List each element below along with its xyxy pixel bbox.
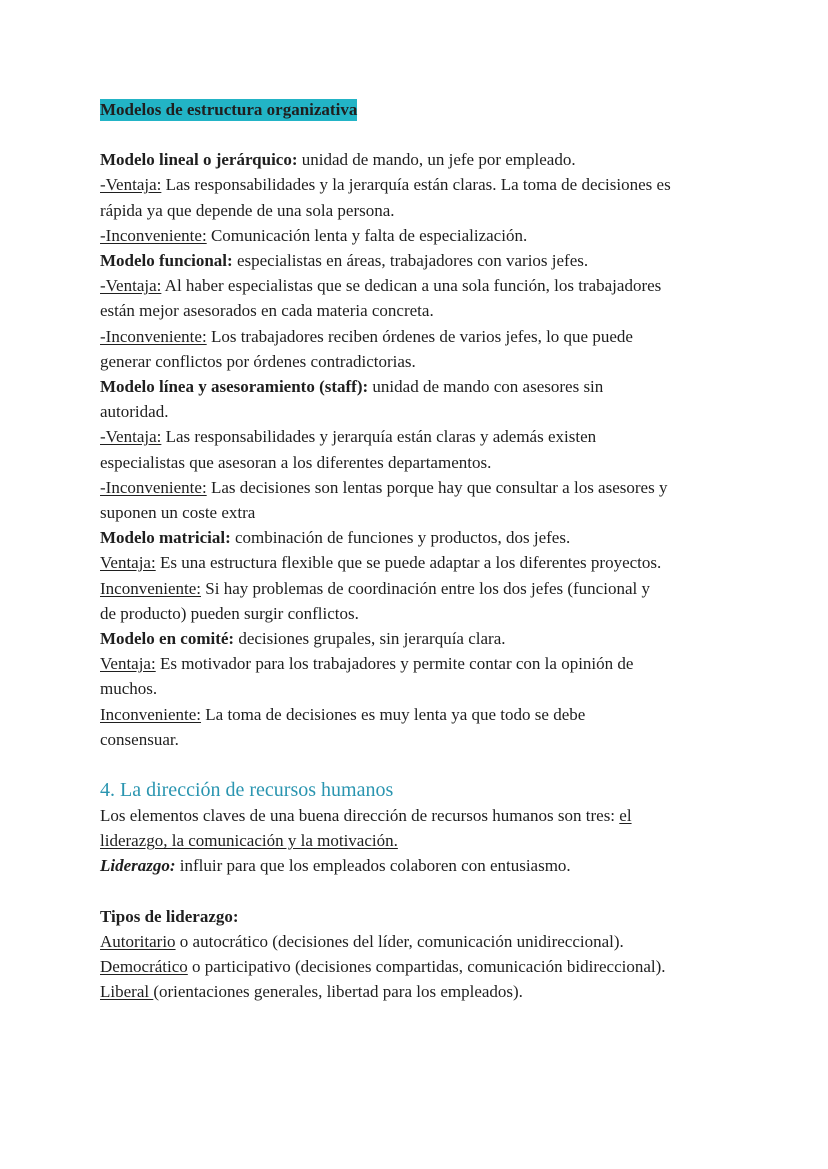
funcional-advantage-cont: están mejor asesorados en cada materia concreta. — [100, 301, 434, 321]
lineal-advantage — [100, 172, 750, 197]
tipo-item — [100, 929, 750, 954]
matricial-disadvantage-cont: de producto) pueden surgir conflictos. — [100, 603, 359, 623]
disadvantage-label: Inconveniente: — [100, 704, 202, 724]
advantage-text: Es motivador para los trabajadores y permite contar con la opinión de — [155, 654, 634, 674]
model-funcional-name: Modelo funcional: — [100, 251, 233, 271]
section-heading: 4. La dirección de recursos humanos — [100, 779, 394, 802]
model-staff-desc: unidad de mando con asesores sin — [368, 377, 604, 397]
disadvantage-text: Si hay problemas de coordinación entre los dos jefes (funcional y — [201, 578, 650, 598]
model-funcional — [100, 248, 750, 273]
disadvantage-label: -Inconveniente: — [100, 326, 207, 346]
advantage-label: Ventaja: — [100, 654, 156, 674]
liderazgo-text: influir para que los empleados colaboren con entusiasmo. — [175, 856, 571, 876]
spacer — [100, 752, 750, 777]
advantage-label: -Ventaja: — [100, 276, 162, 296]
model-matricial-name: Modelo matricial: — [100, 528, 231, 548]
comite-disadvantage-cont: consensuar. — [100, 729, 179, 749]
model-comite — [100, 626, 750, 651]
liderazgo-definition — [100, 853, 750, 878]
comite-disadvantage — [100, 702, 750, 727]
intro-text: Los elementos claves de una buena dirección de recursos humanos son tres: — [100, 806, 620, 826]
intro-underlined-cont: liderazgo, la comunicación y la motivación. — [100, 831, 398, 851]
model-matricial-desc: combinación de funciones y productos, dos jefes. — [230, 528, 571, 548]
spacer — [100, 879, 750, 904]
advantage-text: Las responsabilidades y la jerarquía están claras. La toma de decisiones es — [161, 175, 671, 195]
advantage-label: -Ventaja: — [100, 427, 162, 447]
advantage-text: Al haber especialistas que se dedican a una sola función, los trabajadores — [161, 276, 662, 296]
disadvantage-label: -Inconveniente: — [100, 225, 207, 245]
advantage-text: Es una estructura flexible que se puede adaptar a los diferentes proyectos. — [155, 553, 662, 573]
disadvantage-label: Inconveniente: — [100, 578, 202, 598]
section-intro — [100, 803, 750, 828]
section-intro-cont — [100, 828, 750, 853]
model-lineal-name: Modelo lineal o jerárquico: — [100, 150, 298, 170]
funcional-disadvantage-cont: generar conflictos por órdenes contradictorias. — [100, 351, 416, 371]
tipo-desc: (orientaciones generales, libertad para los empleados). — [153, 982, 523, 1002]
funcional-disadvantage — [100, 324, 750, 349]
tipos-title: Tipos de liderazgo: — [100, 906, 239, 926]
staff-disadvantage — [100, 475, 750, 500]
page-title: Modelos de estructura organizativa — [100, 100, 358, 119]
model-staff-name: Modelo línea y asesoramiento (staff): — [100, 377, 369, 397]
tipo-desc: o autocrático (decisiones del líder, comunicación unidireccional). — [175, 931, 624, 951]
title-line — [100, 97, 750, 122]
lineal-disadvantage — [100, 223, 750, 248]
advantage-label: -Ventaja: — [100, 175, 162, 195]
model-comite-name: Modelo en comité: — [100, 629, 235, 649]
tipos-title-line — [100, 904, 750, 929]
model-staff — [100, 374, 750, 399]
disadvantage-text: Los trabajadores reciben órdenes de varios jefes, lo que puede — [206, 326, 633, 346]
matricial-disadvantage — [100, 576, 750, 601]
tipo-item — [100, 979, 750, 1004]
disadvantage-label: -Inconveniente: — [100, 477, 207, 497]
model-matricial — [100, 525, 750, 550]
model-funcional-desc: especialistas en áreas, trabajadores con varios jefes. — [232, 251, 589, 271]
advantage-label: Ventaja: — [100, 553, 156, 573]
disadvantage-text: La toma de decisiones es muy lenta ya que todo se debe — [201, 704, 586, 724]
liderazgo-label: Liderazgo: — [100, 856, 176, 876]
comite-advantage — [100, 651, 750, 676]
tipo-desc: o participativo (decisiones compartidas, comunicación bidireccional). — [187, 957, 666, 977]
lineal-advantage-cont: rápida ya que depende de una sola persona. — [100, 200, 395, 220]
comite-advantage-cont: muchos. — [100, 679, 158, 699]
staff-advantage — [100, 424, 750, 449]
model-comite-desc: decisiones grupales, sin jerarquía clara. — [234, 629, 506, 649]
model-lineal-desc: unidad de mando, un jefe por empleado. — [297, 150, 576, 170]
disadvantage-text: Las decisiones son lentas porque hay que consultar a los asesores y — [206, 477, 668, 497]
funcional-advantage — [100, 273, 750, 298]
staff-advantage-cont: especialistas que asesoran a los diferentes departamentos. — [100, 452, 492, 472]
staff-disadvantage-cont: suponen un coste extra — [100, 503, 256, 523]
model-staff-desc-cont: autoridad. — [100, 402, 169, 422]
disadvantage-text: Comunicación lenta y falta de especialización. — [206, 225, 528, 245]
spacer — [100, 122, 750, 147]
tipo-name: Liberal — [100, 982, 154, 1002]
tipo-item — [100, 954, 750, 979]
intro-underlined: el — [619, 806, 632, 826]
advantage-text: Las responsabilidades y jerarquía están claras y además existen — [161, 427, 597, 447]
tipo-name: Democrático — [100, 957, 188, 977]
matricial-advantage — [100, 550, 750, 575]
model-lineal — [100, 147, 750, 172]
tipo-name: Autoritario — [100, 931, 176, 951]
document-page — [100, 97, 750, 1005]
